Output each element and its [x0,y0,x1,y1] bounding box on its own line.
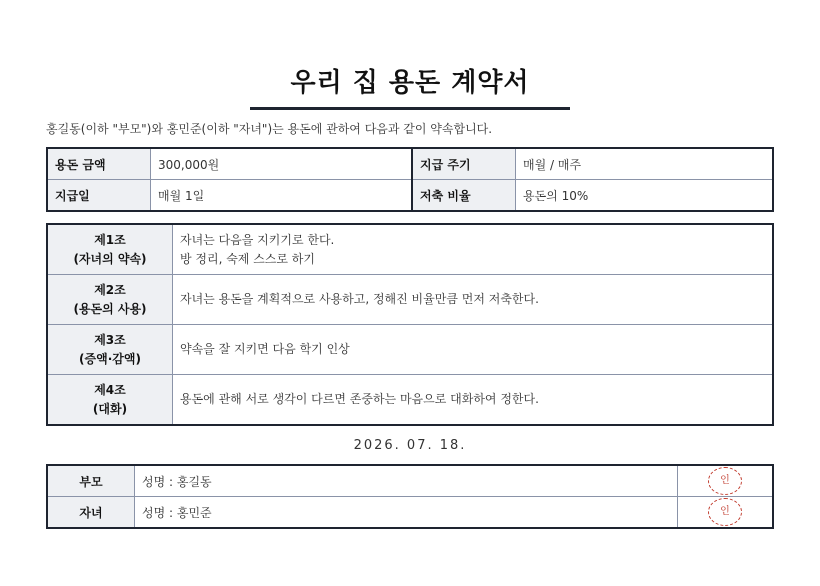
signature-table [46,464,774,529]
articles-table [46,223,774,426]
seal-stamp-icon: 인 [708,467,742,495]
seal-cell [678,497,774,529]
article-number: 제2조 [94,282,126,297]
article-row [47,224,773,275]
article-number: 제1조 [94,232,126,247]
article-title: (자녀의 약속) [73,251,147,266]
cycle-label: 지급 주기 [412,148,516,180]
article-title: (대화) [92,401,128,416]
saving-value: 용돈의 10% [516,180,774,212]
cycle-value: 매월 / 매주 [516,148,774,180]
article-text: 용돈에 관해 서로 생각이 다르면 존중하는 마음으로 대화하여 정한다. [180,392,539,406]
allowance-info-table [46,147,774,212]
title-block [0,62,820,110]
article-body [173,325,774,375]
article-body [173,224,774,275]
article-body [173,275,774,325]
article-row [47,275,773,325]
article-body [173,375,774,426]
signer-role: 부모 [47,465,135,497]
table-row [47,180,773,212]
document-title: 우리 집 용돈 계약서 [250,62,569,110]
article-text: 방 정리, 숙제 스스로 하기 [180,251,315,266]
article-heading [47,325,173,375]
article-text: 약속을 잘 지키면 다음 학기 인상 [180,342,350,356]
table-row [47,148,773,180]
amount-label: 용돈 금액 [47,148,151,180]
article-text: 자녀는 다음을 지키기로 한다. [180,232,335,247]
article-row [47,375,773,426]
article-heading [47,275,173,325]
saving-label: 저축 비율 [412,180,516,212]
article-heading [47,375,173,426]
payday-value: 매월 1일 [151,180,413,212]
signer-name: 성명 : 홍길동 [135,465,678,497]
article-heading [47,224,173,275]
article-row [47,325,773,375]
payday-label: 지급일 [47,180,151,212]
article-title: (증액·감액) [79,351,141,366]
amount-value: 300,000원 [151,148,413,180]
intro-text: 홍길동(이하 "부모")와 홍민준(이하 "자녀")는 용돈에 관하여 다음과 같이 약속합니다. [46,122,493,136]
article-title: (용돈의 사용) [73,301,147,316]
signer-role: 자녀 [47,497,135,529]
signer-name: 성명 : 홍민준 [135,497,678,529]
seal-stamp-icon: 인 [708,498,742,526]
signature-row [47,497,773,529]
article-text: 자녀는 용돈을 계획적으로 사용하고, 정해진 비율만큼 먼저 저축한다. [180,292,539,306]
seal-cell [678,465,774,497]
article-number: 제3조 [94,332,126,347]
signature-row [47,465,773,497]
article-number: 제4조 [94,382,126,397]
contract-date: 2026. 07. 18. [353,438,467,453]
